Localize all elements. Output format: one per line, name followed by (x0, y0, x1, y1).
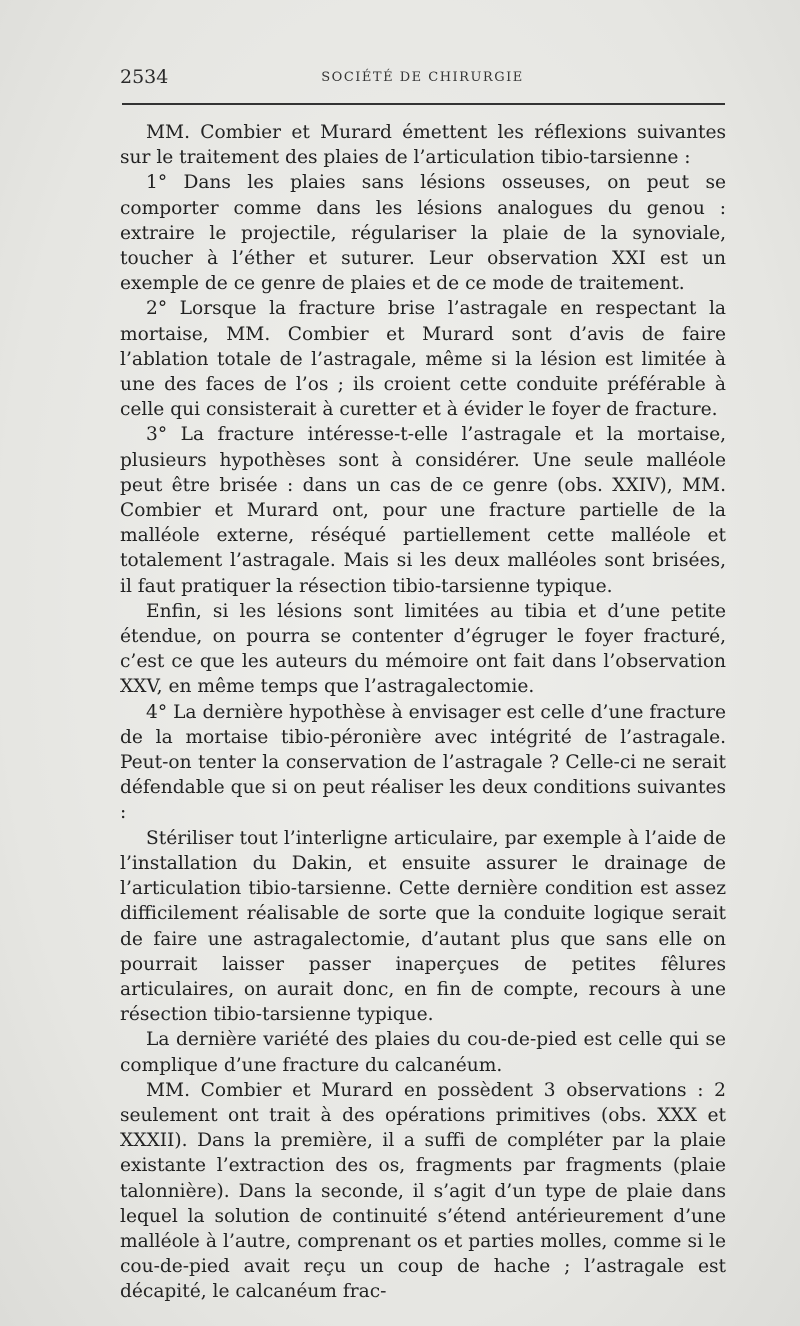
page-number: 2534 (120, 66, 169, 88)
paragraph: Stériliser tout l’interligne articulaire, par exemple à l’aide de l’installation du Dakin, et ensuite assurer le drainage de l’articulation tibio-tarsienne. Cette dernière condition est assez difficilement réalisable de sorte que la conduite logique serait de faire une astragalectomie, d’autant plus que sans elle on pourrait laisser passer inaperçues de petites fêlures articulaires, on aurait donc, en fin de compte, recours à une résection tibio-tarsienne typique. (120, 827, 726, 1026)
header-rule (122, 103, 725, 105)
paragraph: MM. Combier et Murard émettent les réflexions suivantes sur le traitement des plaies de l’articulation tibio-tarsienne : (120, 122, 726, 169)
body-text (120, 120, 726, 1305)
paragraph: Enfin, si les lésions sont limitées au tibia et d’une petite étendue, on pourra se contenter d’égruger le foyer fracturé, c’est ce que les auteurs du mémoire ont fait dans l’observation XXV, en même temps que l’astragalectomie. (120, 600, 726, 698)
running-head (120, 62, 725, 92)
paragraph: 2° Lorsque la fracture brise l’astragale en respectant la mortaise, MM. Combier et Murard sont d’avis de faire l’ablation totale de l’astragale, même si la lésion est limitée à une des faces de l’os ; ils croient cette conduite préférable à celle qui consisterait à curetter et à évider le foyer de fracture. (120, 298, 726, 421)
paragraph: 1° Dans les plaies sans lésions osseuses, on peut se comporter comme dans les lésions analogues du genou : extraire le projectile, régulariser la plaie de la synoviale, toucher à l’éther et suturer. Leur observation XXI est un exemple de ce genre de plaies et de ce mode de traitement. (120, 172, 726, 295)
paragraph: 4° La dernière hypothèse à envisager est celle d’une fracture de la mortaise tibio-péronière avec intégrité de l’astragale. Peut-on tenter la conservation de l’astragale ? Celle-ci ne serait défendable que si on peut réaliser les deux conditions suivantes : (120, 701, 726, 824)
paragraph: MM. Combier et Murard en possèdent 3 observations : 2 seulement ont trait à des opérations primitives (obs. XXX et XXXII). Dans la première, il a suffi de compléter par la plaie existante l’extraction des os, fragments par fragments (plaie talonnière). Dans la seconde, il s’agit d’un type de plaie dans lequel la solution de continuité s’étend antérieurement d’une malléole à l’autre, comprenant os et parties molles, comme si le cou-de-pied avait reçu un coup de hache ; l’astragale est décapité, le calcanéum frac- (120, 1079, 726, 1303)
paragraph: La dernière variété des plaies du cou-de-pied est celle qui se complique d’une fracture du calcanéum. (120, 1029, 726, 1076)
paragraph: 3° La fracture intéresse-t-elle l’astragale et la mortaise, plusieurs hypothèses sont à considérer. Une seule malléole peut être brisée : dans un cas de ce genre (obs. XXIV), MM. Combier et Murard ont, pour une fracture partielle de la malléole externe, réséqué partiellement cette malléole et totalement l’astragale. Mais si les deux malléoles sont brisées, il faut pratiquer la résection tibio-tarsienne typique. (120, 424, 726, 597)
journal-title: SOCIÉTÉ DE CHIRURGIE (321, 70, 524, 85)
